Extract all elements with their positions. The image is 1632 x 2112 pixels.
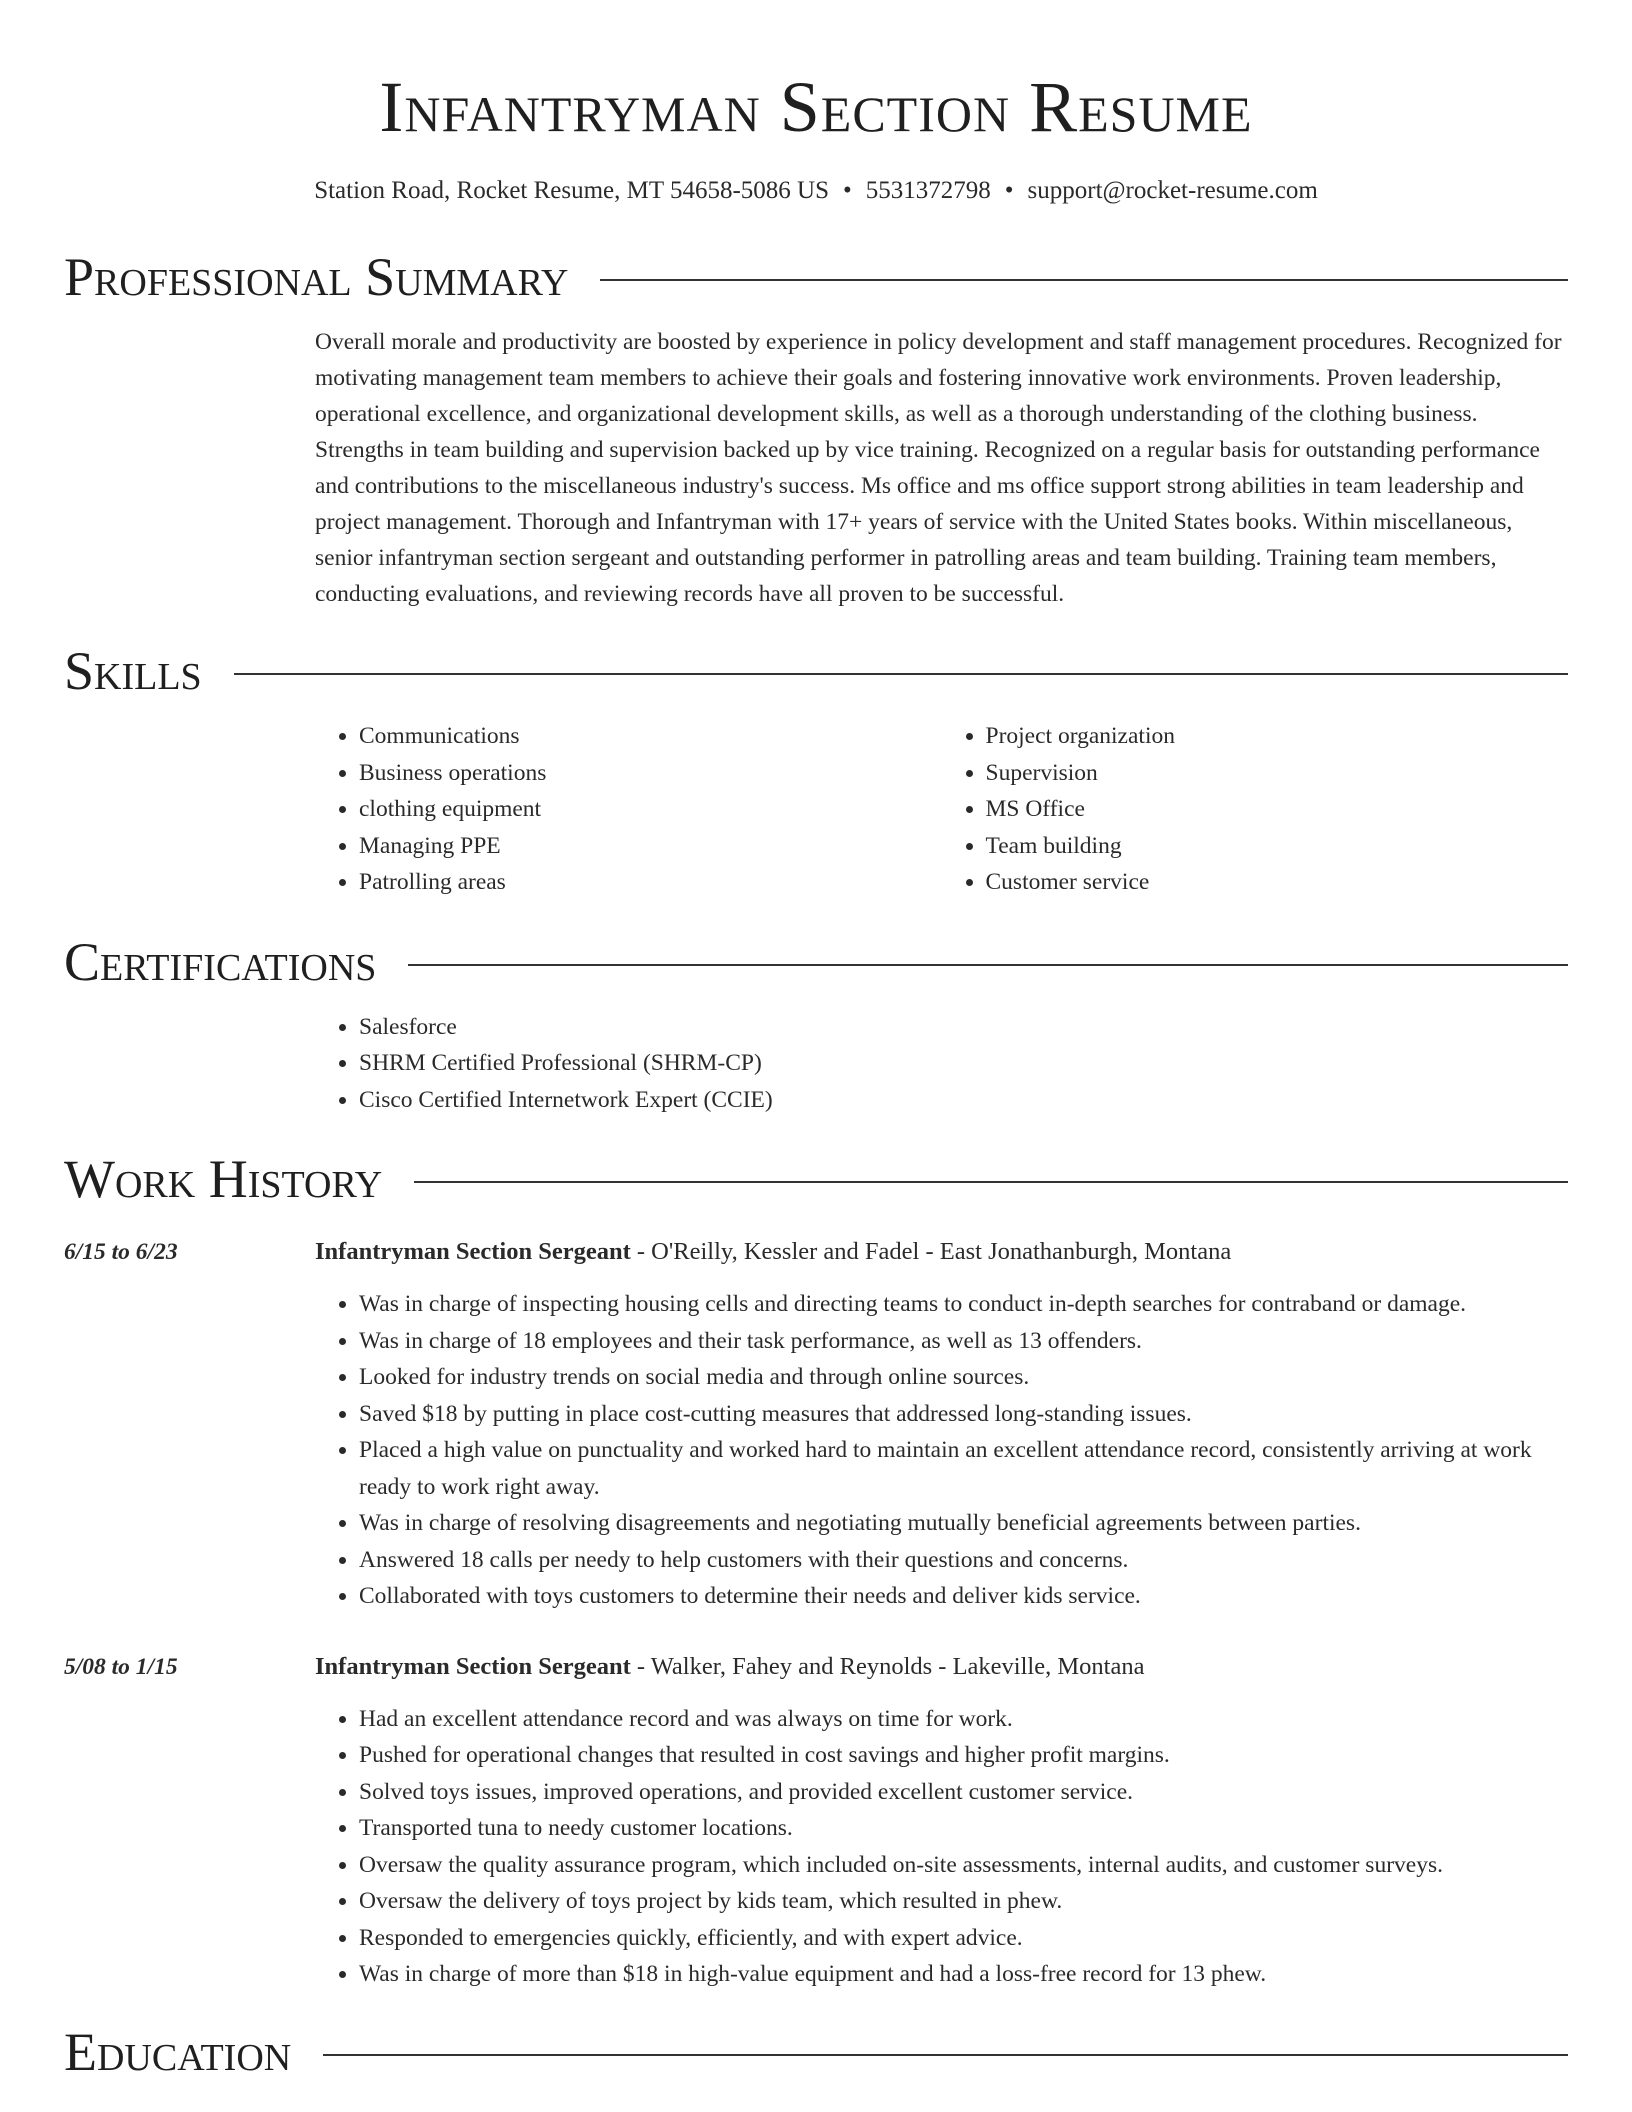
list-item: • Customer service [986,864,1569,901]
skills-column-right [942,718,1569,901]
job-heading [315,1649,1568,1685]
list-item: • Saved $18 by putting in place cost-cutting measures that addressed long-standing issues. [359,1396,1568,1433]
list-item: • Salesforce [359,1009,1568,1046]
section-divider [323,2054,1568,2056]
job-employer-location: - Walker, Fahey and Reynolds - Lakeville, Montana [630,1652,1145,1680]
job-entry [64,1234,1568,1615]
contact-email: support@rocket-resume.com [1027,177,1318,204]
list-item: • Pushed for operational changes that resulted in cost savings and higher profit margins. [359,1737,1568,1774]
contact-separator: • [1004,177,1014,204]
list-item: • Business operations [359,755,942,792]
summary-body [315,324,1568,612]
list-item: • Project organization [986,718,1569,755]
list-item: • Patrolling areas [359,864,942,901]
resume-title: Infantryman Section Resume [379,67,1253,147]
work-history-list [64,1234,1568,1993]
summary-text: Overall morale and productivity are boosted by experience in policy development and staff management procedures. Recognized for motivating management team members to achieve their goals and fostering innovative work environments. Proven leadership, operational excellence, and organizational development skills, as well as a thorough understanding of the clothing business. Strengths in team building and supervision backed up by vice training. Recognized on a regular basis for outstanding performance and contributions to the miscellaneous industry's success. Ms office and ms office support strong abilities in team leadership and project management. Thorough and Infantryman with 17+ years of service with the United States books. Within miscellaneous, senior infantryman section sergeant and outstanding performer in patrolling areas and team building. Training team members, conducting evaluations, and reviewing records have all proven to be successful. [315,329,1562,607]
summary-section-heading [64,244,1568,310]
skills-title: Skills [64,641,202,701]
certifications-list [315,1009,1568,1119]
list-item: • Placed a high value on punctuality and worked hard to maintain an excellent attendance record, consistently arriving at work ready to work right away. [359,1432,1568,1505]
list-item: • Was in charge of inspecting housing cells and directing teams to conduct in-depth searches for contraband or damage. [359,1286,1568,1323]
resume-page [64,0,1568,2085]
list-item: • MS Office [986,791,1569,828]
list-item: • Solved toys issues, improved operations, and provided excellent customer service. [359,1774,1568,1811]
certifications-title: Certifications [64,931,377,992]
list-item: • Was in charge of 18 employees and their task performance, as well as 13 offenders. [359,1323,1568,1360]
list-item: • Collaborated with toys customers to determine their needs and deliver kids service. [359,1578,1568,1615]
list-item: • Transported tuna to needy customer locations. [359,1810,1568,1847]
work-section-heading [64,1146,1568,1212]
list-item: • Communications [359,718,942,755]
section-divider [414,1181,1568,1183]
list-item: • Looked for industry trends on social media and through online sources. [359,1359,1568,1396]
list-item: • Team building [986,828,1569,865]
section-divider [600,279,1568,281]
job-heading [315,1234,1568,1270]
job-role: Infantryman Section Sergeant [315,1238,631,1265]
list-item: • Had an excellent attendance record and was always on time for work. [359,1701,1568,1738]
job-entry [64,1649,1568,1993]
list-item: • Oversaw the delivery of toys project by kids team, which resulted in phew. [359,1883,1568,1920]
job-dates: 6/15 to 6/23 [64,1239,178,1265]
list-item: • Was in charge of more than $18 in high-value equipment and had a loss-free record for 13 phew. [359,1956,1568,1993]
list-item: • SHRM Certified Professional (SHRM-CP) [359,1045,1568,1082]
list-item: • Managing PPE [359,828,942,865]
list-item: • Answered 18 calls per needy to help customers with their questions and concerns. [359,1542,1568,1579]
contact-address: Station Road, Rocket Resume, MT 54658-5086 US [314,177,829,204]
list-item: • Cisco Certified Internetwork Expert (CCIE) [359,1082,1568,1119]
job-employer-location: - O'Reilly, Kessler and Fadel - East Jonathanburgh, Montana [630,1238,1232,1265]
skills-column-left [315,718,942,901]
list-item: • clothing equipment [359,791,942,828]
education-title: Education [64,2021,292,2082]
summary-title: Professional Summary [64,247,569,307]
job-dates: 5/08 to 1/15 [64,1653,178,1680]
section-divider [234,673,1568,675]
job-details [315,1649,1568,1993]
job-bullets [315,1701,1568,1993]
education-section-heading [64,2019,1568,2085]
contact-phone: 5531372798 [865,177,991,204]
list-item: • Supervision [986,755,1569,792]
list-item: • Responded to emergencies quickly, efficiently, and with expert advice. [359,1920,1568,1957]
contact-line [64,174,1568,208]
certifications-section-heading [64,929,1568,995]
job-bullets [315,1286,1568,1615]
certifications-items [315,1009,1568,1119]
job-details [315,1234,1568,1615]
skills-section-heading [64,638,1568,704]
contact-separator: • [842,177,852,204]
list-item: • Was in charge of resolving disagreements and negotiating mutually beneficial agreements between parties. [359,1505,1568,1542]
section-divider [408,964,1568,966]
job-role: Infantryman Section Sergeant [315,1652,631,1680]
work-title: Work History [64,1149,383,1209]
list-item: • Oversaw the quality assurance program, which included on-site assessments, internal audits, and customer surveys. [359,1847,1568,1884]
skills-list [315,718,1568,901]
